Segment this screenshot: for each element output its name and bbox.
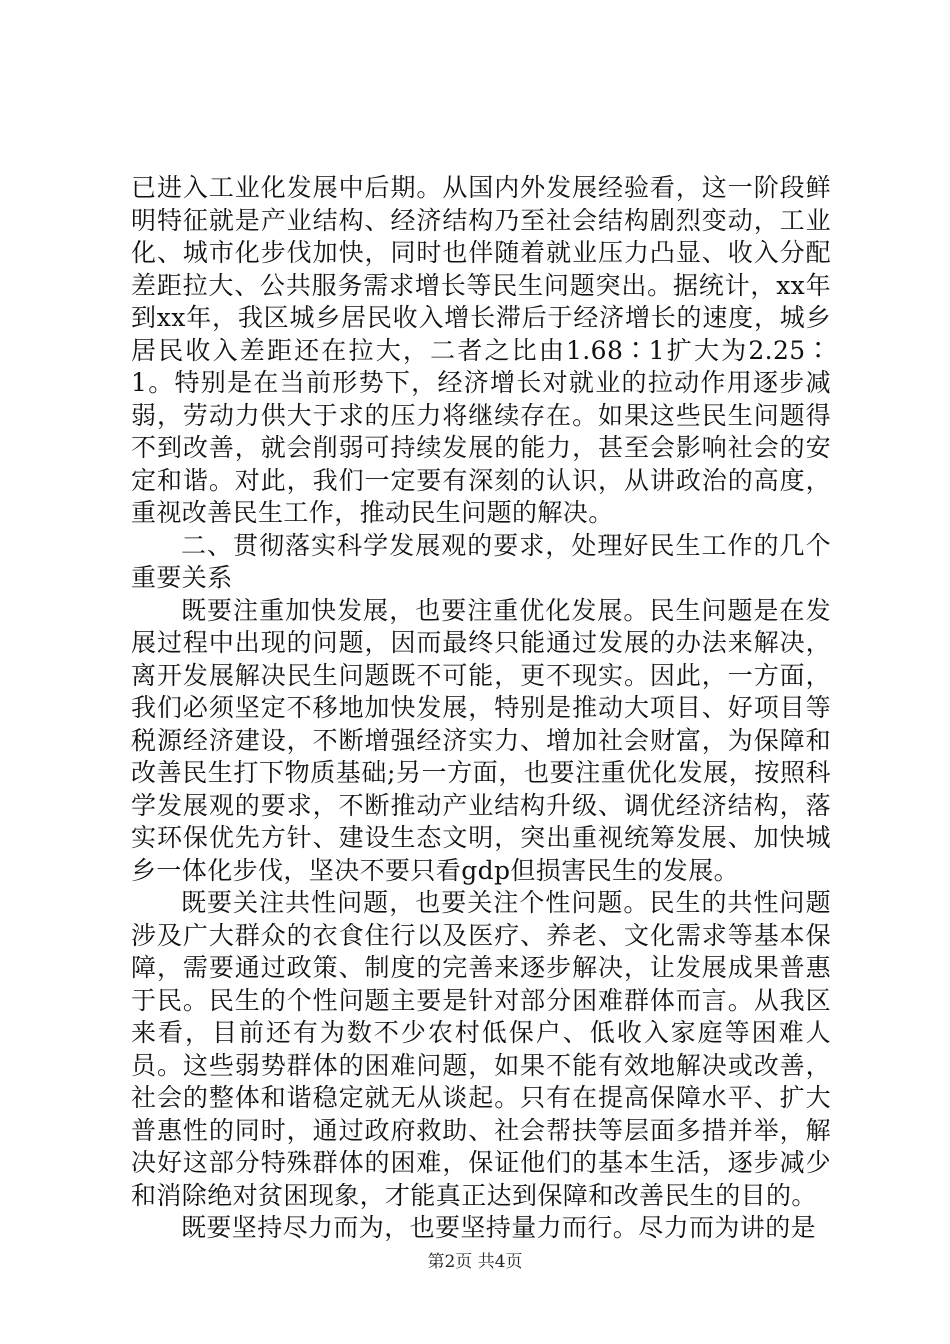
paragraph-4: 既要关注共性问题，也要关注个性问题。民生的共性问题涉及广大群众的衣食住行以及医疗、养老、文化需求等基本保障，需要通过政策、制度的完善来逐步解决，让发展成果普惠于民。民生的个性问题主要是针对部分困难群体而言。从我区来看，目前还有为数不少农村低保户、低收入家庭等困难人员。这些弱势群体的困难问题，如果不能有效地解决或改善，社会的整体和谐稳定就无从谈起。只有在提高保障水平、扩大普惠性的同时，通过政府救助、社会帮扶等层面多措并举，解决好这部分特殊群体的困难，保证他们的基本生活，逐步减少和消除绝对贫困现象，才能真正达到保障和改善民生的目的。 [131, 888, 831, 1210]
page-number: 第2页 [427, 1252, 473, 1272]
paragraph-1: 已进入工业化发展中后期。从国内外发展经验看，这一阶段鲜明特征就是产业结构、经济结构乃至社会结构剧烈变动，工业化、城市化步伐加快，同时也伴随着就业压力凸显、收入分配差距拉大、公共服务需求增长等民生问题突出。据统计，xx年到xx年，我区城乡居民收入增长滞后于经济增长的速度，城乡居民收入差距还在拉大，二者之比由1.68∶1扩大为2.25∶1。特别是在当前形势下，经济增长对就业的拉动作用逐步减弱，劳动力供大于求的压力将继续存在。如果这些民生问题得不到改善，就会削弱可持续发展的能力，甚至会影响社会的安定和谐。对此，我们一定要有深刻的认识，从讲政治的高度，重视改善民生工作，推动民生问题的解决。 [131, 173, 831, 527]
document-body [131, 172, 831, 1245]
page-footer [0, 1247, 950, 1272]
paragraph-3: 既要注重加快发展，也要注重优化发展。民生问题是在发展过程中出现的问题，因而最终只能通过发展的办法来解决，离开发展解决民生问题既不可能，更不现实。因此，一方面，我们必须坚定不移地加快发展，特别是推动大项目、好项目等税源经济建设，不断增强经济实力、增加社会财富，为保障和改善民生打下物质基础;另一方面，也要注重优化发展，按照科学发展观的要求，不断推动产业结构升级、调优经济结构，落实环保优先方针、建设生态文明，突出重视统筹发展、加快城乡一体化步伐，坚决不要只看gdp但损害民生的发展。 [131, 595, 831, 885]
paragraph-5: 既要坚持尽力而为，也要坚持量力而行。尽力而为讲的是 [181, 1213, 817, 1242]
page-total: 共4页 [477, 1252, 523, 1272]
section-heading: 二、贯彻落实科学发展观的要求，处理好民生工作的几个重要关系 [131, 530, 831, 592]
